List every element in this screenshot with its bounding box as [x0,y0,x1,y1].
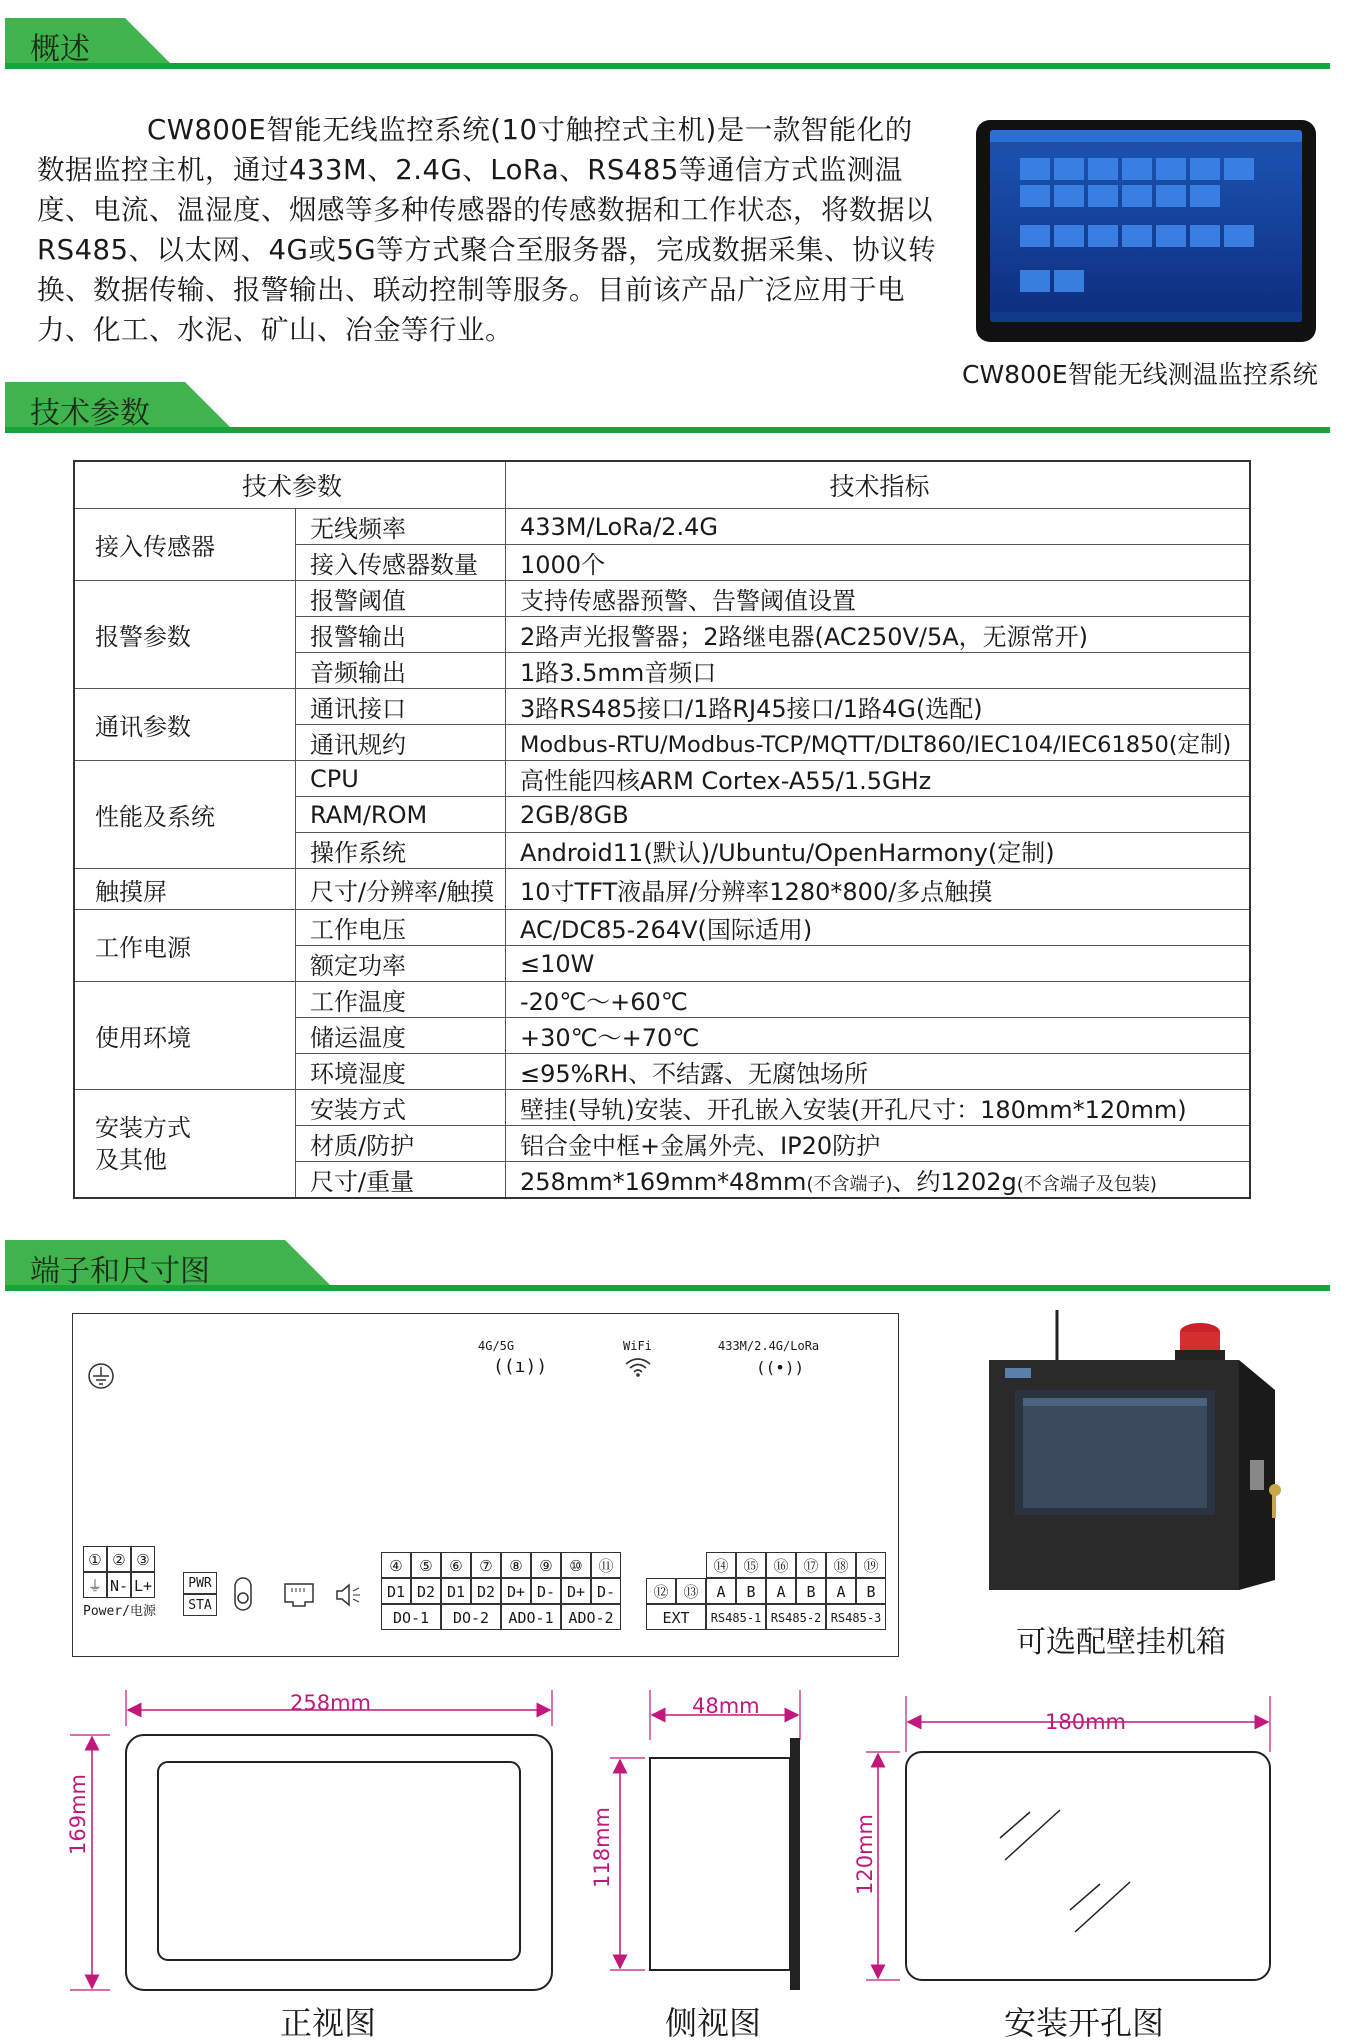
spec-item: 报警输出 [296,617,506,653]
spec-item: 工作电压 [296,910,506,946]
terminal-pin: ⏚ [83,1572,107,1598]
spec-group: 接入传感器 [74,509,296,581]
spec-value: 铝合金中框+金属外壳、IP20防护 [506,1126,1251,1162]
spec-row [74,761,1250,797]
terminal-pin: N- [107,1572,131,1598]
spec-item: 储运温度 [296,1018,506,1054]
terminal-pin: D+ [561,1578,591,1604]
spec-value: 10寸TFT液晶屏/分辨率1280*800/多点触摸 [506,869,1251,910]
spec-value: ≤95%RH、不结露、无腐蚀场所 [506,1054,1251,1090]
wireless-signal-icon: ((•)) [756,1358,805,1377]
device-photo [976,120,1316,342]
wifi-icon [623,1356,653,1378]
terminal-label: DO-2 [441,1604,501,1630]
spec-value: ≤10W [506,946,1251,982]
terminal-number: ② [107,1546,131,1572]
speaker-icon [335,1582,363,1608]
section-title: 端子和尺寸图 [30,1254,210,1289]
spec-item: 报警阈值 [296,581,506,617]
spec-value: 2GB/8GB [506,797,1251,833]
antenna-label-lora: 433M/2.4G/LoRa [718,1339,820,1353]
cellular-signal-icon: ((ı)) [493,1356,548,1377]
terminal-pin: B [796,1578,826,1604]
section-header-graphic [5,382,1345,438]
cutout-view [866,1696,1270,1980]
dim-front-height: 169mm [66,1774,90,1855]
front-view [70,1690,552,1990]
caption-front-view: 正视图 [280,2004,377,2042]
dim-cut-height: 120mm [853,1814,877,1895]
terminal-number: ⑫ [646,1578,676,1604]
terminal-number: ⑮ [736,1552,766,1578]
antenna-label-4g: 4G/5G [478,1339,515,1353]
spec-item: 工作温度 [296,982,506,1018]
spec-group: 性能及系统 [74,761,296,869]
spec-group: 通讯参数 [74,689,296,761]
terminal-number: ⑭ [706,1552,736,1578]
spec-item: 无线频率 [296,509,506,545]
spec-item: 材质/防护 [296,1126,506,1162]
dim-front-width: 258mm [290,1691,371,1715]
spec-value: 高性能四核ARM Cortex-A55/1.5GHz [506,761,1251,797]
spec-value: 壁挂(导轨)安装、开孔嵌入安装(开孔尺寸：180mm*120mm) [506,1090,1251,1126]
side-view [610,1690,800,1990]
spec-row [74,689,1250,725]
spec-item: RAM/ROM [296,797,506,833]
terminal-pin: D- [531,1578,561,1604]
terminal-pin: D2 [411,1578,441,1604]
terminal-pin: A [706,1578,736,1604]
terminal-pin: L+ [131,1572,155,1598]
spec-group: 安装方式 及其他 [74,1090,296,1199]
caption-side-view: 侧视图 [665,2004,762,2042]
spec-item: 音频输出 [296,653,506,689]
spec-group: 工作电源 [74,910,296,982]
terminal-number: ⑯ [766,1552,796,1578]
wall-cabinet-photo [985,1310,1305,1610]
section-header-specs [0,382,1350,438]
terminal-number: ⑲ [856,1552,886,1578]
spec-value: -20℃～+60℃ [506,982,1251,1018]
spec-value: Android11(默认)/Ubuntu/OpenHarmony(定制) [506,833,1251,869]
spec-value-main: 258mm*169mm*48mm [520,1168,807,1196]
power-label: Power/电源 [83,1604,156,1619]
spec-row [74,1090,1250,1126]
spec-item: 环境湿度 [296,1054,506,1090]
terminal-label: ADO-2 [561,1604,621,1630]
dim-side-height: 118mm [590,1807,614,1888]
terminal-pin: A [826,1578,856,1604]
spec-item: 通讯接口 [296,689,506,725]
terminal-pin: D2 [471,1578,501,1604]
terminal-number: ① [83,1546,107,1572]
terminal-label: RS485-1 [706,1604,766,1630]
spec-value: 1000个 [506,545,1251,581]
section-header-graphic [5,18,1345,74]
section-header-terminals [0,1240,1350,1296]
terminal-pin: D1 [381,1578,411,1604]
spec-group: 使用环境 [74,982,296,1090]
terminal-label: RS485-2 [766,1604,826,1630]
spec-value-note: (不含端子) [806,1174,893,1195]
dim-cut-width: 180mm [1045,1710,1126,1734]
terminal-number: ④ [381,1552,411,1578]
spec-value-note: (不含端子及包装) [1016,1174,1157,1195]
spec-row [74,869,1250,910]
intro-paragraph: CW800E智能无线监控系统(10寸触控式主机)是一款智能化的数据监控主机，通过433M、2.4G、LoRa、RS485等通信方式监测温度、电流、温湿度、烟感等多种传感器的传感数据和工作状态，将数据以RS485、以太网、4G或5G等方式聚合至服务器，完成数据采集、协议转换、数据传输、报警输出、联动控制等服务。目前该产品广泛应用于电力、化工、水泥、矿山、冶金等行业。 [37,114,937,346]
spec-value-weight: 、约1202g [892,1168,1017,1196]
terminal-diagram [72,1313,899,1657]
terminal-number: ⑧ [501,1552,531,1578]
spec-value: +30℃～+70℃ [506,1018,1251,1054]
spec-item: 通讯规约 [296,725,506,761]
terminal-number: ⑩ [561,1552,591,1578]
section-header-overview [0,18,1350,74]
spec-table [73,460,1251,1199]
section-title: 概述 [30,32,90,67]
spec-value: Modbus-RTU/Modbus-TCP/MQTT/DLT860/IEC104/IEC61850(定制) [506,725,1251,761]
terminal-number: ⑦ [471,1552,501,1578]
terminal-number: ⑱ [826,1552,856,1578]
terminal-label-ext: EXT [646,1604,706,1630]
spec-row [74,910,1250,946]
spec-item: 尺寸/重量 [296,1162,506,1199]
dim-side-depth: 48mm [692,1694,760,1718]
led-sta: STA [183,1594,217,1616]
spec-value: 1路3.5mm音频口 [506,653,1251,689]
spec-row [74,581,1250,617]
ethernet-port-icon [283,1582,315,1608]
spec-value: AC/DC85-264V(国际适用) [506,910,1251,946]
terminal-pin: D1 [441,1578,471,1604]
spec-item: 安装方式 [296,1090,506,1126]
terminal-number: ③ [131,1546,155,1572]
spec-group: 报警参数 [74,581,296,689]
terminal-pin: B [856,1578,886,1604]
button-icon [233,1576,253,1612]
spec-value: 支持传感器预警、告警阈值设置 [506,581,1251,617]
antenna-label-wifi: WiFi [623,1339,652,1353]
spec-item: 尺寸/分辨率/触摸 [296,869,506,910]
terminal-pin: D- [591,1578,621,1604]
terminal-pin: A [766,1578,796,1604]
spec-header-param: 技术参数 [74,461,506,509]
terminal-pin: B [736,1578,766,1604]
terminal-label: RS485-3 [826,1604,886,1630]
section-title: 技术参数 [30,396,150,431]
spec-row [74,982,1250,1018]
spec-item: 额定功率 [296,946,506,982]
device-screen-image [990,130,1302,322]
terminal-pin: D+ [501,1578,531,1604]
spec-group: 触摸屏 [74,869,296,910]
spec-header-row [74,461,1250,509]
terminal-number: ⑪ [591,1552,621,1578]
terminal-number: ⑥ [441,1552,471,1578]
spec-item: 操作系统 [296,833,506,869]
terminal-label: ADO-1 [501,1604,561,1630]
caption-cutout-view: 安装开孔图 [1004,2004,1165,2042]
terminal-number: ⑰ [796,1552,826,1578]
spec-item: CPU [296,761,506,797]
device-photo-caption: CW800E智能无线测温监控系统 [962,360,1318,389]
screen-ui-illustration [990,130,1302,322]
ground-icon [87,1362,115,1390]
spec-header-indicator: 技术指标 [506,461,1251,509]
spec-value: 433M/LoRa/2.4G [506,509,1251,545]
terminal-number: ⑬ [676,1578,706,1604]
spec-value [506,1162,1251,1199]
led-pwr: PWR [183,1572,217,1594]
spec-value: 2路声光报警器；2路继电器(AC250V/5A，无源常开) [506,617,1251,653]
spec-row [74,509,1250,545]
spec-item: 接入传感器数量 [296,545,506,581]
cabinet-caption: 可选配壁挂机箱 [1016,1625,1226,1660]
terminal-label: DO-1 [381,1604,441,1630]
terminal-number: ⑤ [411,1552,441,1578]
terminal-number: ⑨ [531,1552,561,1578]
spec-value: 3路RS485接口/1路RJ45接口/1路4G(选配) [506,689,1251,725]
